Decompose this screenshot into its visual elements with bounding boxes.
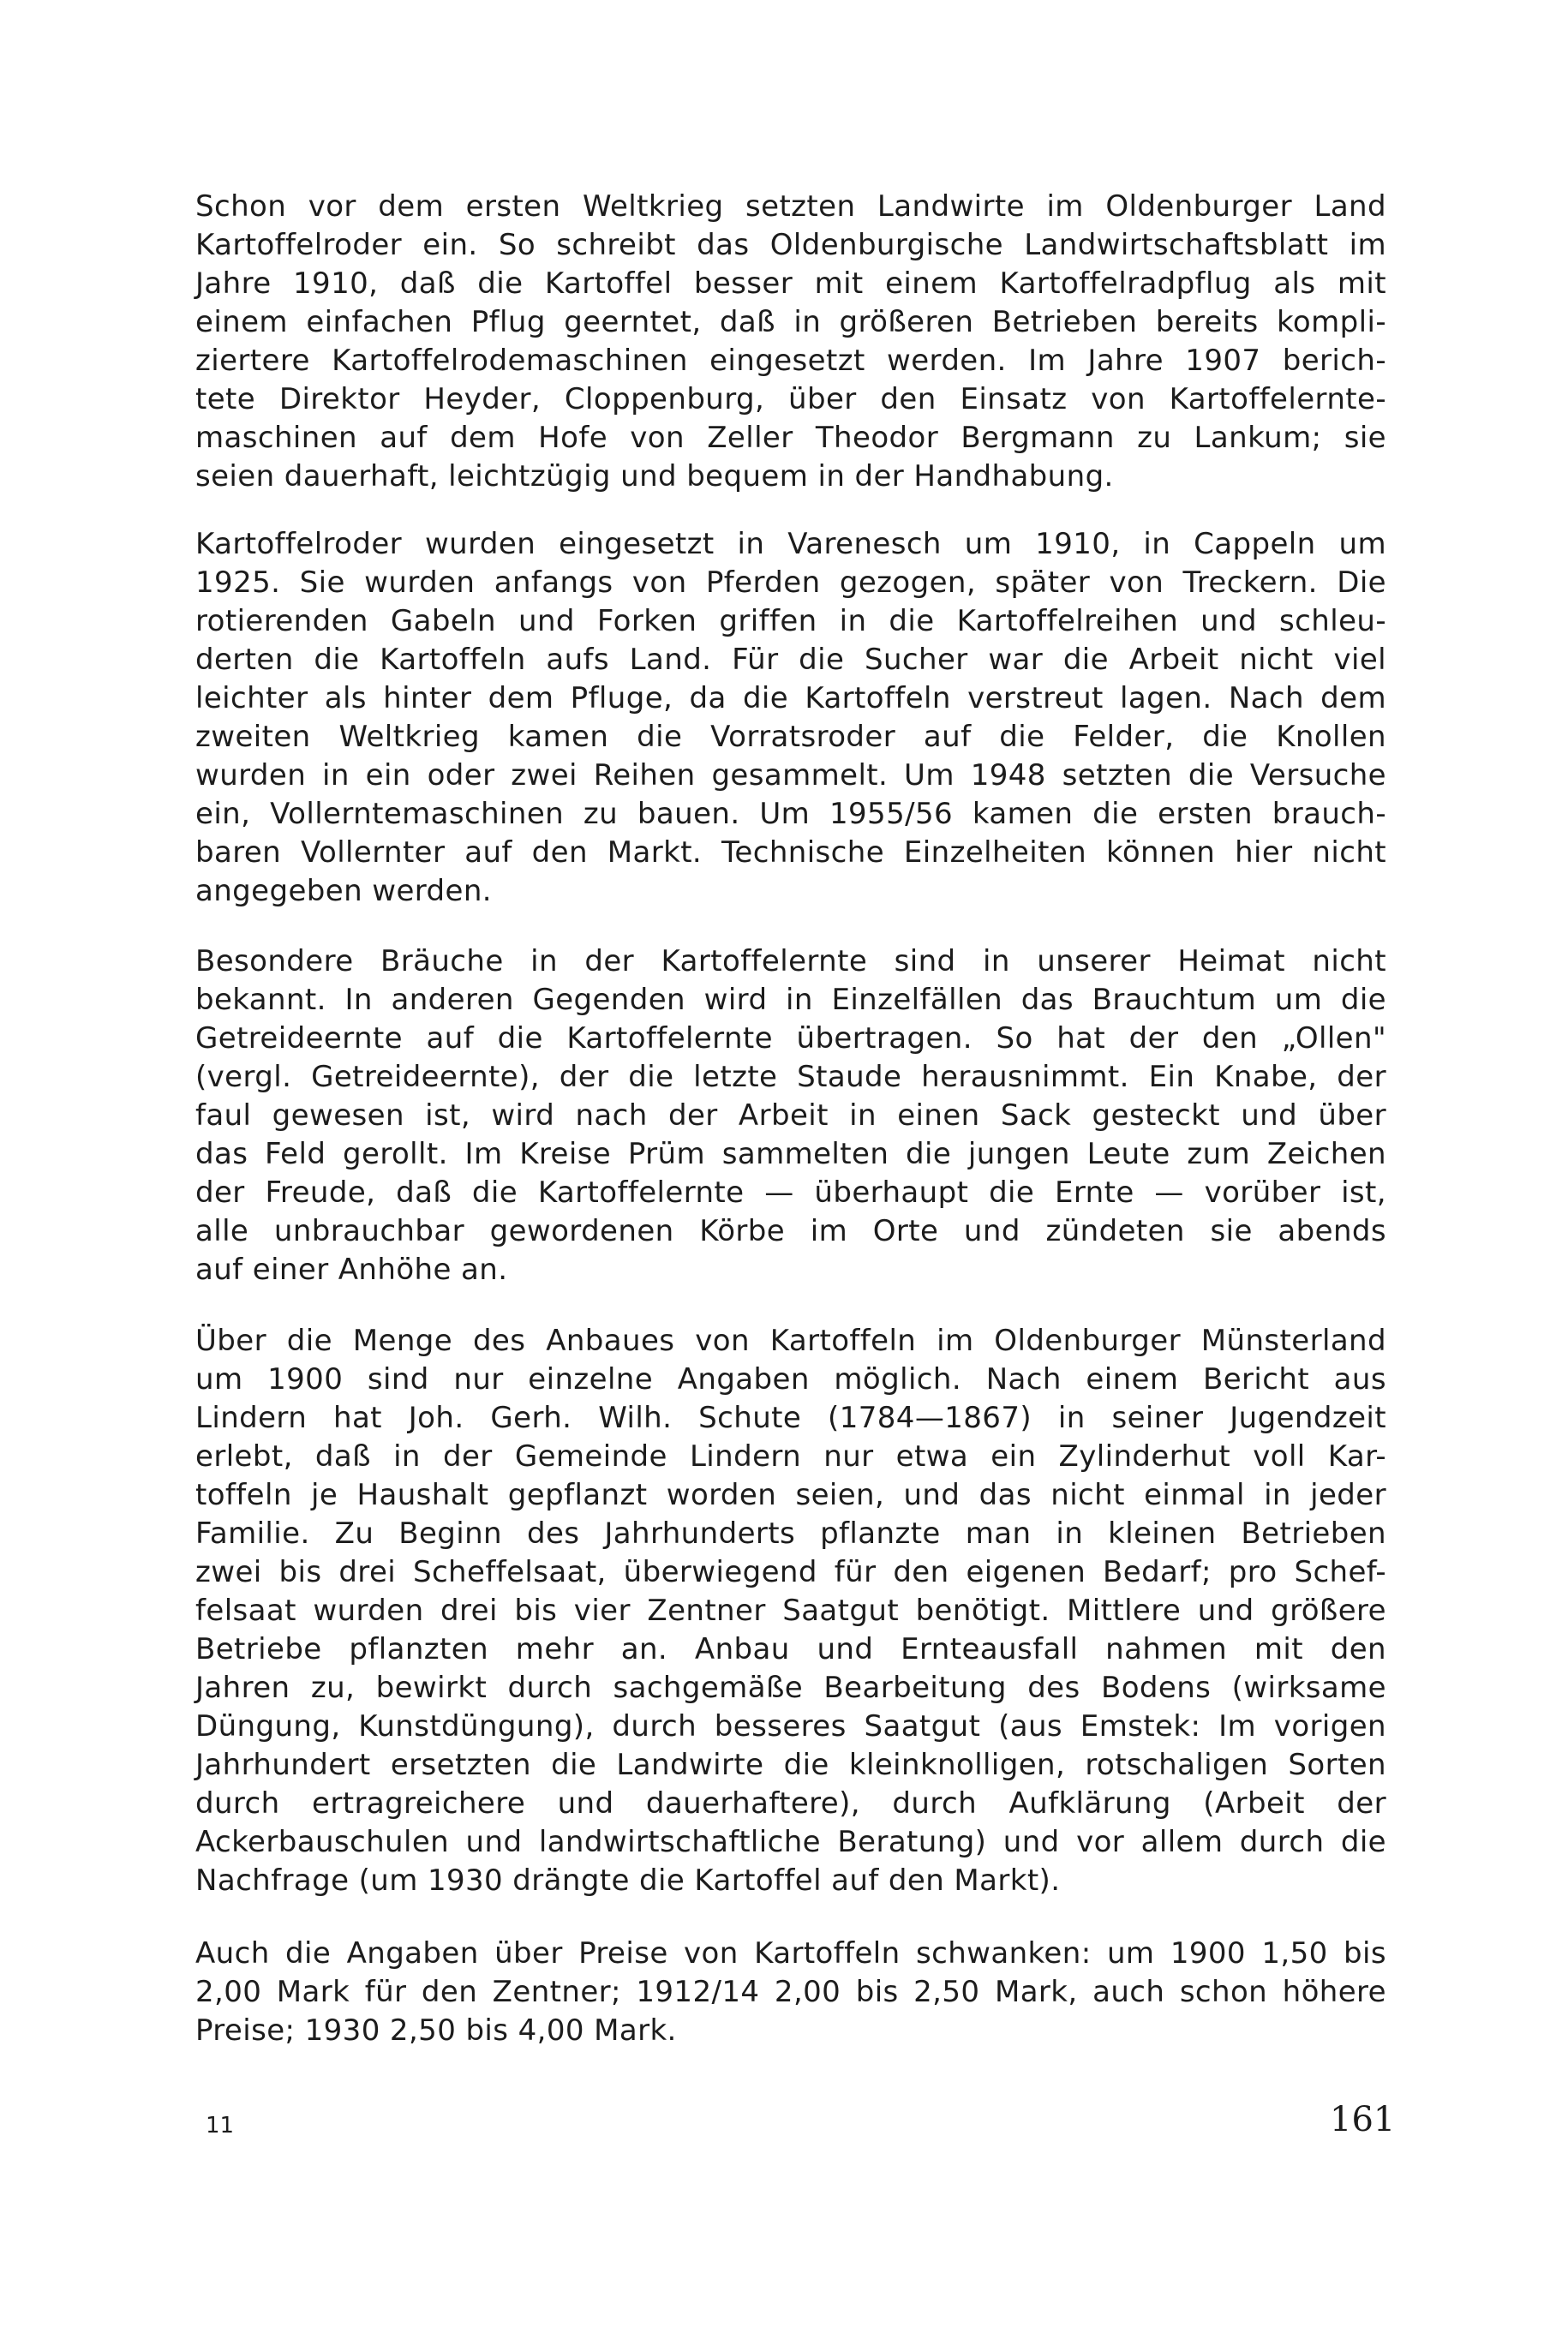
text-line: ein, Vollerntemaschinen zu bauen. Um 1955/56 kamen die ersten brauch- [195, 797, 1386, 831]
text-line: Kartoffelroder ein. So schreibt das Oldenburgische Landwirtschaftsblatt im [195, 228, 1386, 262]
text-line: der Freude, daß die Kartoffelernte — überhaupt die Ernte — vorüber ist, [195, 1175, 1386, 1210]
paragraph-5 [195, 1935, 1386, 2050]
text-line: zweiten Weltkrieg kamen die Vorratsroder auf die Felder, die Knollen [195, 720, 1386, 754]
text-line: Über die Menge des Anbaues von Kartoffeln im Oldenburger Münsterland [195, 1324, 1386, 1358]
paragraph-3 [195, 942, 1386, 1289]
paragraph-1 [195, 188, 1386, 496]
text-line: bekannt. In anderen Gegenden wird in Einzelfällen das Brauchtum um die [195, 983, 1386, 1017]
page-number: 161 [1330, 2100, 1396, 2139]
text-line: toffeln je Haushalt gepflanzt worden seien, und das nicht einmal in jeder [195, 1478, 1386, 1512]
text-line: Besondere Bräuche in der Kartoffelernte sind in unserer Heimat nicht [195, 944, 1386, 978]
text-line: derten die Kartoffeln aufs Land. Für die Sucher war die Arbeit nicht viel [195, 643, 1386, 677]
text-line: Jahren zu, bewirkt durch sachgemäße Bearbeitung des Bodens (wirksame [195, 1671, 1386, 1705]
text-line: 1925. Sie wurden anfangs von Pferden gezogen, später von Treckern. Die [195, 565, 1386, 600]
text-line: wurden in ein oder zwei Reihen gesammelt. Um 1948 setzten die Versuche [195, 758, 1386, 793]
text-line: um 1900 sind nur einzelne Angaben möglich. Nach einem Bericht aus [195, 1362, 1386, 1397]
text-line: faul gewesen ist, wird nach der Arbeit in einen Sack gesteckt und über [195, 1098, 1386, 1133]
text-line: Jahrhundert ersetzten die Landwirte die kleinknolligen, rotschaligen Sorten [195, 1748, 1386, 1782]
text-line: baren Vollernter auf den Markt. Technische Einzelheiten können hier nicht [195, 835, 1386, 870]
text-line: tete Direktor Heyder, Cloppenburg, über den Einsatz von Kartoffelernte- [195, 382, 1386, 416]
text-line: Jahre 1910, daß die Kartoffel besser mit einem Kartoffelradpflug als mit [195, 266, 1386, 301]
text-line: angegeben werden. [195, 874, 493, 908]
text-line: maschinen auf dem Hofe von Zeller Theodor Bergmann zu Lankum; sie [195, 421, 1386, 455]
paragraph-2 [195, 525, 1386, 911]
text-line: ziertere Kartoffelrodemaschinen eingesetzt werden. Im Jahre 1907 berich- [195, 344, 1386, 378]
paragraph-4 [195, 1322, 1386, 1900]
text-line: Familie. Zu Beginn des Jahrhunderts pflanzte man in kleinen Betrieben [195, 1516, 1386, 1551]
text-line: auf einer Anhöhe an. [195, 1253, 508, 1287]
text-line: zwei bis drei Scheffelsaat, überwiegend für den eigenen Bedarf; pro Schef- [195, 1555, 1386, 1589]
text-line: Betriebe pflanzten mehr an. Anbau und Ernteausfall nahmen mit den [195, 1632, 1386, 1666]
text-line: Auch die Angaben über Preise von Kartoffeln schwanken: um 1900 1,50 bis [195, 1936, 1386, 1971]
text-line: (vergl. Getreideernte), der die letzte Staude herausnimmt. Ein Knabe, der [195, 1060, 1386, 1094]
text-line: Nachfrage (um 1930 drängte die Kartoffel auf den Markt). [195, 1863, 1061, 1898]
text-line: alle unbrauchbar gewordenen Körbe im Orte und zündeten sie abends [195, 1214, 1386, 1248]
text-line: durch ertragreichere und dauerhaftere), durch Aufklärung (Arbeit der [195, 1786, 1386, 1821]
text-line: Lindern hat Joh. Gerh. Wilh. Schute (1784—1867) in seiner Jugendzeit [195, 1401, 1386, 1435]
text-line: Schon vor dem ersten Weltkrieg setzten Landwirte im Oldenburger Land [195, 189, 1386, 224]
text-line: seien dauerhaft, leichtzügig und bequem in der Handhabung. [195, 459, 1114, 494]
signature-mark: 11 [206, 2113, 235, 2139]
text-line: das Feld gerollt. Im Kreise Prüm sammelten die jungen Leute zum Zeichen [195, 1137, 1386, 1171]
text-line: erlebt, daß in der Gemeinde Lindern nur etwa ein Zylinderhut voll Kar- [195, 1439, 1386, 1474]
text-line: Getreideernte auf die Kartoffelernte übertragen. So hat der den „Ollen" [195, 1021, 1386, 1056]
text-line: Düngung, Kunstdüngung), durch besseres Saatgut (aus Emstek: Im vorigen [195, 1709, 1386, 1744]
text-line: rotierenden Gabeln und Forken griffen in die Kartoffelreihen und schleu- [195, 604, 1386, 638]
text-line: leichter als hinter dem Pfluge, da die Kartoffeln verstreut lagen. Nach dem [195, 681, 1386, 715]
text-line: Preise; 1930 2,50 bis 4,00 Mark. [195, 2013, 677, 2048]
text-line: 2,00 Mark für den Zentner; 1912/14 2,00 bis 2,50 Mark, auch schon höhere [195, 1975, 1386, 2009]
text-line: felsaat wurden drei bis vier Zentner Saatgut benötigt. Mittlere und größere [195, 1594, 1386, 1628]
text-line: einem einfachen Pflug geerntet, daß in größeren Betrieben bereits kompli- [195, 305, 1386, 339]
text-line: Kartoffelroder wurden eingesetzt in Varenesch um 1910, in Cappeln um [195, 527, 1386, 561]
text-line: Ackerbauschulen und landwirtschaftliche Beratung) und vor allem durch die [195, 1825, 1386, 1859]
